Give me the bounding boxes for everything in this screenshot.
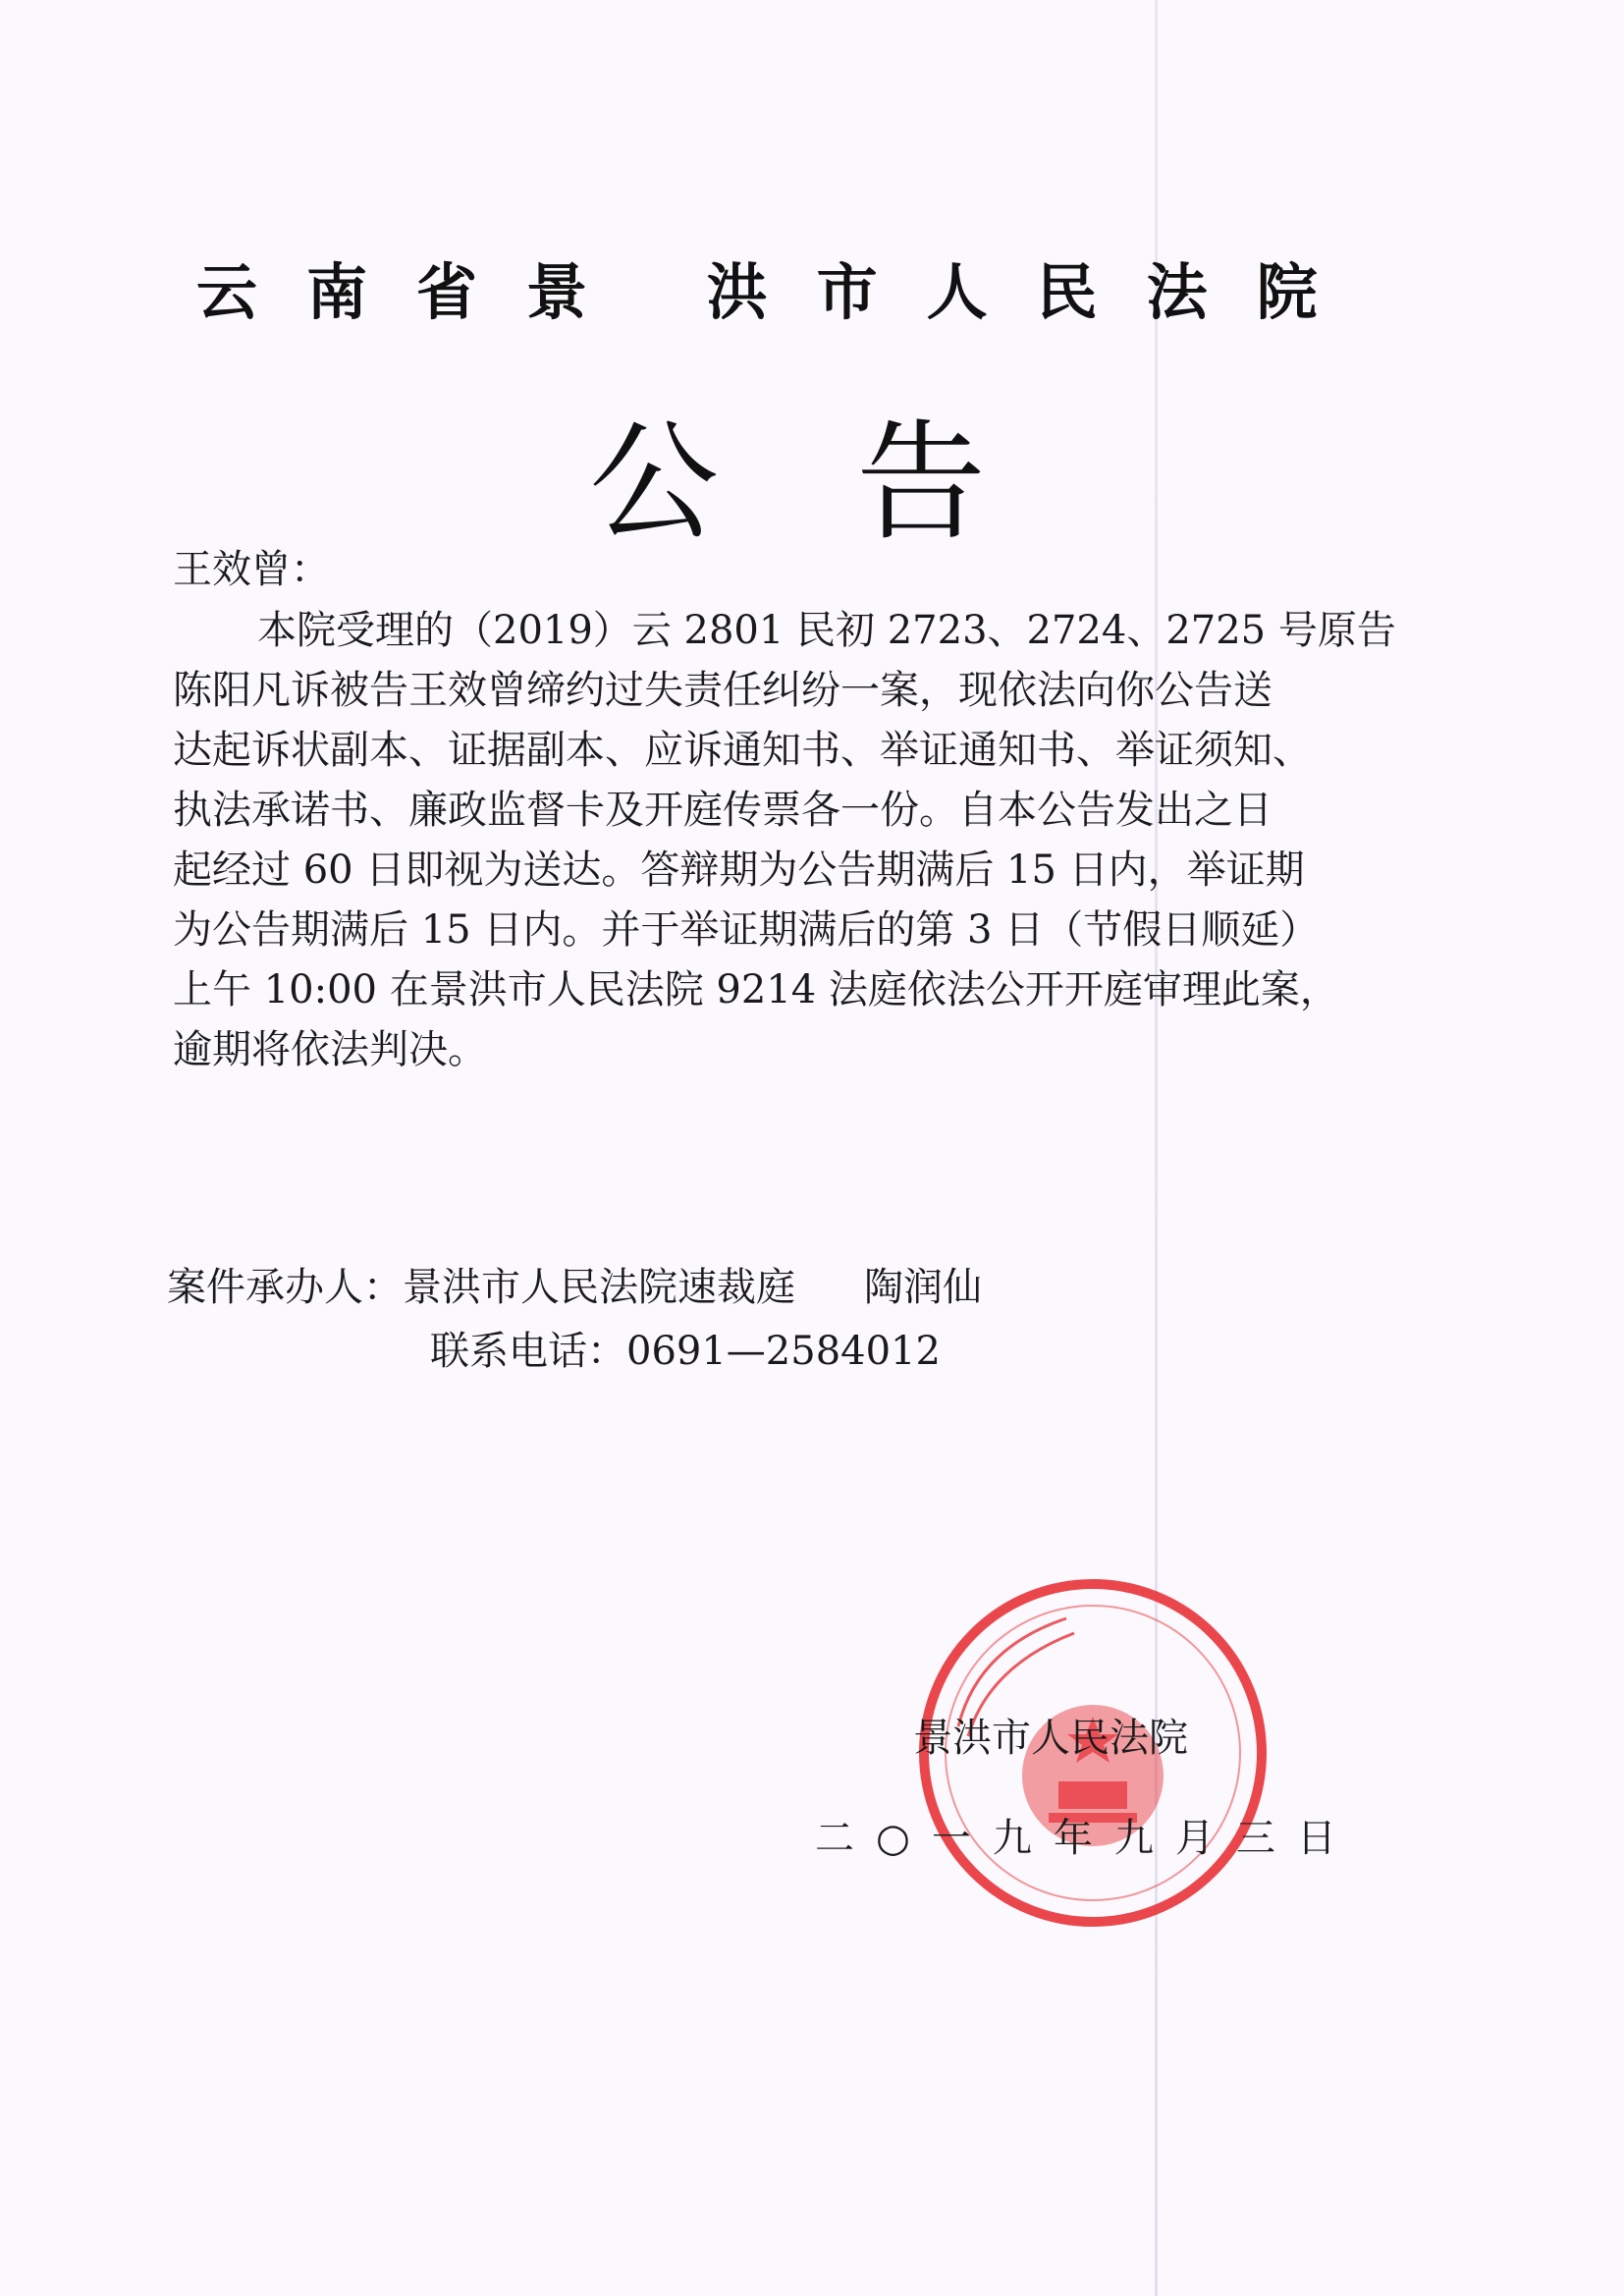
signature-court: 景洪市人民法院	[913, 1716, 1188, 1761]
scan-artifact-line	[1155, 0, 1158, 2296]
contact-phone: 联系电话：0691—2584012	[430, 1329, 941, 1374]
body-line: 为公告期满后 15 日内。并于举证期满后的第 3 日（节假日顺延）	[173, 907, 1320, 953]
handler-name: 陶润仙	[864, 1265, 982, 1310]
body-line: 达起诉状副本、证据副本、应诉通知书、举证通知书、举证须知、	[173, 728, 1312, 773]
body-line: 起经过 60 日即视为送达。答辩期为公告期满后 15 日内，举证期	[173, 847, 1305, 893]
handler-department: 景洪市人民法院速裁庭	[403, 1265, 795, 1310]
recipient-line: 王效曾：	[173, 547, 330, 592]
signature-date: 二○一九年九月三日	[815, 1816, 1358, 1861]
body-line: 上午 10:00 在景洪市人民法院 9214 法庭依法公开开庭审理此案，	[173, 967, 1339, 1012]
body-line: 陈阳凡诉被告王效曾缔约过失责任纠纷一案，现依法向你公告送	[173, 668, 1272, 713]
body-line: 执法承诺书、廉政监督卡及开庭传票各一份。自本公告发出之日	[173, 788, 1272, 833]
notice-body	[173, 601, 1420, 1080]
notice-title: 公告	[589, 408, 1123, 559]
body-line: 本院受理的（2019）云 2801 民初 2723、2724、2725 号原告	[257, 608, 1396, 653]
handler-label: 案件承办人：	[167, 1265, 403, 1310]
court-name-heading: 云南省景 洪市人民法院	[196, 256, 1367, 328]
body-line: 逾期将依法判决。	[173, 1027, 487, 1072]
case-handler	[167, 1256, 982, 1312]
